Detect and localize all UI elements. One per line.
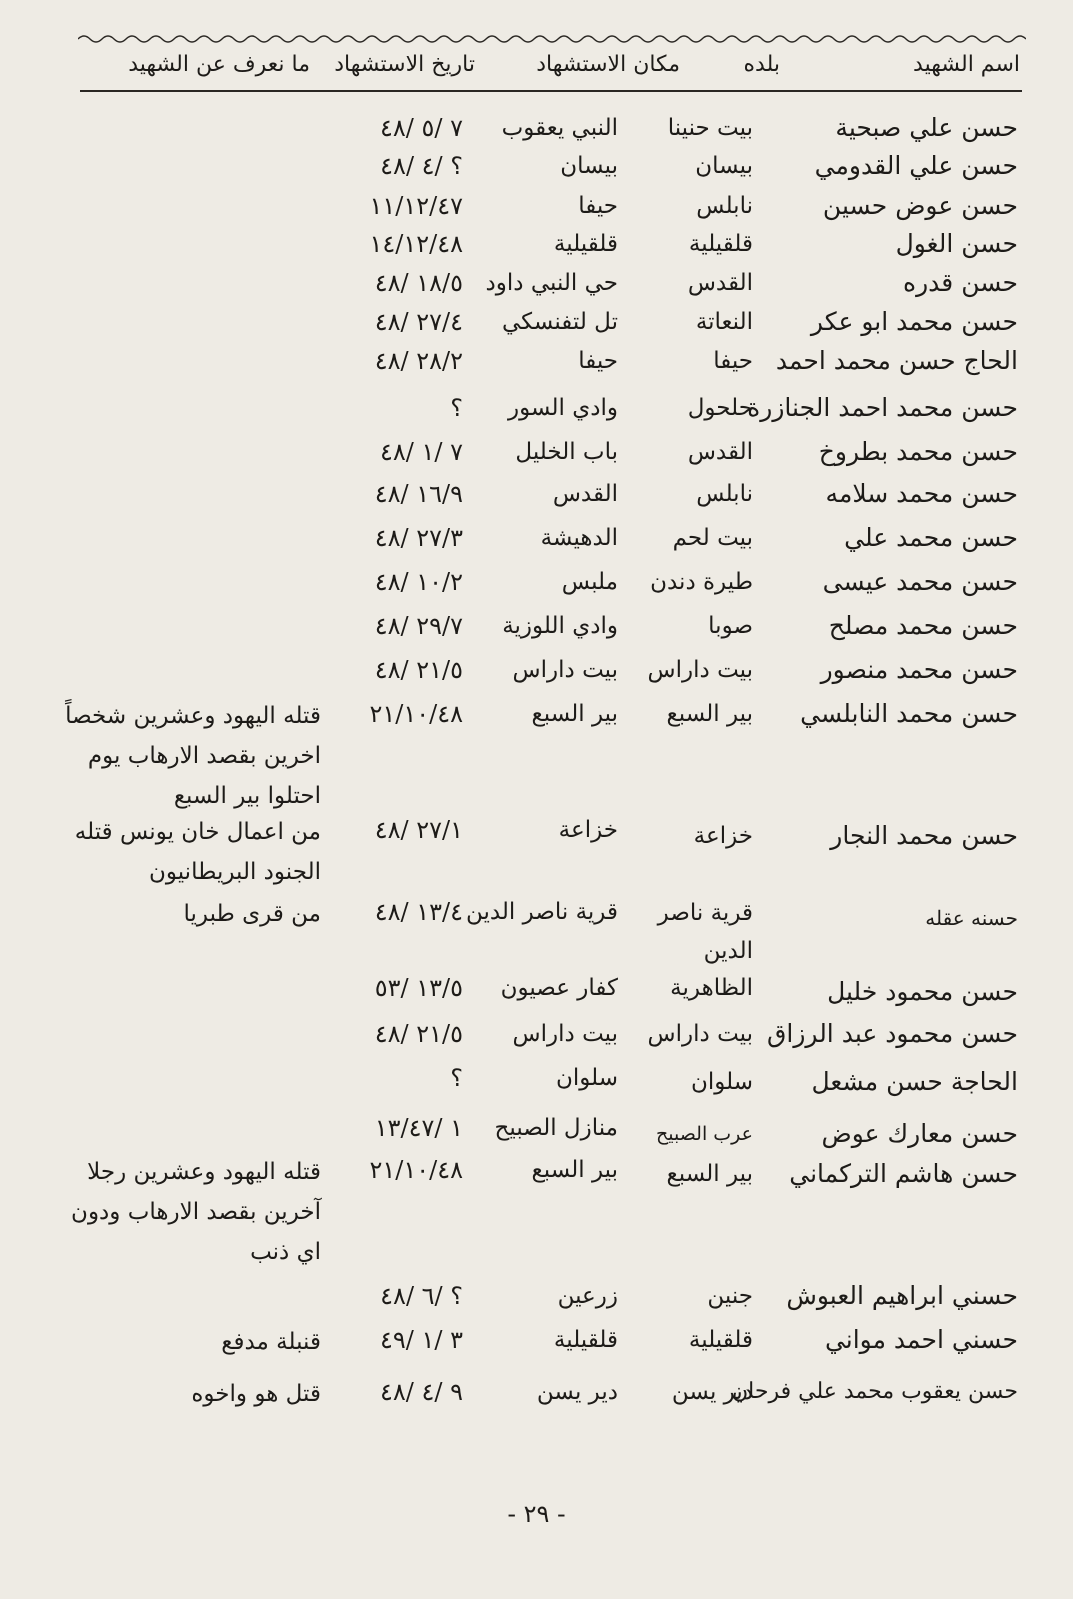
- martyr-place: القدس: [552, 481, 618, 507]
- martyr-place: قلقيلية: [553, 1327, 618, 1353]
- martyr-date: ١٤/١٢/٤٨: [369, 230, 463, 258]
- martyr-date: ٢٧/١ /٤٨: [374, 816, 463, 844]
- martyr-village: بيت داراس: [647, 1021, 753, 1047]
- martyr-place: وادي السور: [508, 395, 618, 421]
- martyr-name: حسني ابراهيم العبوش: [786, 1281, 1018, 1310]
- martyr-notes: من قرى طبريا: [183, 901, 321, 927]
- martyr-date: ؟ /٤ /٤٨: [380, 152, 463, 180]
- martyr-date: ؟: [450, 394, 463, 422]
- martyr-date: ٢١/١٠/٤٨: [369, 1156, 463, 1184]
- martyr-name: حسن علي القدومي: [814, 151, 1018, 180]
- martyr-date: ١٣/٤ /٤٨: [374, 898, 463, 926]
- martyr-place: حيفا: [578, 193, 618, 219]
- martyr-date: ١٦/٩ /٤٨: [374, 480, 463, 508]
- martyr-village: جنين: [707, 1283, 753, 1309]
- martyr-village: القدس: [687, 439, 753, 465]
- martyr-date: ١٣/٥ /٥٣: [374, 974, 463, 1002]
- martyr-date: ٧ /١ /٤٨: [380, 438, 463, 466]
- martyr-village: نابلس: [696, 193, 753, 219]
- martyr-village: بيت حنينا: [667, 115, 753, 141]
- martyr-village: بير السبع: [666, 1161, 753, 1187]
- martyr-village: طيرة دندن: [650, 569, 753, 595]
- martyr-village: صوبا: [708, 613, 753, 639]
- martyr-village: بيسان: [695, 153, 753, 179]
- martyr-name: حسن محمد احمد الجنازرة: [747, 393, 1018, 422]
- martyr-village: الظاهرية: [670, 975, 753, 1001]
- martyr-place: خزاعة: [558, 817, 618, 843]
- martyr-name: الحاج حسن محمد احمد: [775, 346, 1018, 375]
- martyr-name: الحاجة حسن مشعل: [811, 1067, 1018, 1096]
- martyr-village: خزاعة: [693, 823, 753, 849]
- martyr-place: زرعين: [557, 1283, 618, 1309]
- martyr-place: بير السبع: [531, 701, 618, 727]
- martyr-place: كفار عصيون: [500, 975, 618, 1001]
- martyr-place: حي النبي داود: [485, 270, 618, 296]
- martyr-date: ؟: [450, 1064, 463, 1092]
- martyr-village: قرية ناصر الدين: [657, 900, 753, 964]
- martyr-village: دير يسن: [671, 1379, 753, 1405]
- page-number: - ٢٩ -: [507, 1500, 566, 1528]
- martyr-name: حسن محمد النابلسي: [800, 699, 1018, 728]
- table-header: [60, 44, 1030, 88]
- martyr-name: حسن محمد ابو عكر: [810, 307, 1018, 336]
- header-name: اسم الشهيد: [913, 52, 1020, 77]
- martyr-village: قلقيلية: [688, 1327, 753, 1353]
- martyr-village: حلحول: [687, 395, 753, 421]
- martyr-place: بيت داراس: [512, 1021, 618, 1047]
- martyr-date: ٣ /١ /٤٩: [380, 1326, 463, 1354]
- martyr-name: حسن معارك عوض: [821, 1119, 1018, 1148]
- martyr-name: حسن يعقوب محمد علي فرحان: [732, 1379, 1018, 1404]
- martyr-place: دير يسن: [536, 1379, 618, 1405]
- martyr-name: حسن هاشم التركماني: [789, 1159, 1018, 1188]
- header-date: تاريخ الاستشهاد: [334, 52, 475, 77]
- martyr-name: حسني احمد مواني: [824, 1325, 1018, 1354]
- martyr-notes: من اعمال خان يونس قتله الجنود البريطانيون: [74, 819, 321, 885]
- martyr-notes: قتله اليهود وعشرين شخصاً اخرين بقصد الارهاب يوم احتلوا بير السبع: [65, 703, 321, 809]
- martyr-village: بيت داراس: [647, 657, 753, 683]
- martyr-place: قلقيلية: [553, 231, 618, 257]
- martyr-name: حسن محمد بطروخ: [818, 437, 1018, 466]
- martyr-date: ٢٨/٢ /٤٨: [374, 347, 463, 375]
- martyr-name: حسن الغول: [895, 229, 1018, 258]
- martyr-village: بيت لحم: [672, 525, 753, 551]
- martyr-date: ١٠/٢ /٤٨: [374, 568, 463, 596]
- martyr-date: ٢٧/٤ /٤٨: [374, 308, 463, 336]
- martyr-name: حسن محمد علي: [844, 523, 1018, 552]
- martyr-date: ٢١/٥ /٤٨: [374, 1020, 463, 1048]
- martyr-date: ٢١/٥ /٤٨: [374, 656, 463, 684]
- martyr-date: ٢٧/٣ /٤٨: [374, 524, 463, 552]
- martyr-date: ٩ /٤ /٤٨: [380, 1378, 463, 1406]
- martyr-notes: قتل هو واخوه: [191, 1381, 321, 1407]
- martyr-date: ٢١/١٠/٤٨: [369, 700, 463, 728]
- martyr-date: ١١/١٢/٤٧: [369, 192, 463, 220]
- martyr-name: حسن قدره: [903, 268, 1018, 297]
- martyr-place: سلوان: [555, 1065, 618, 1091]
- martyr-village: نابلس: [696, 481, 753, 507]
- martyr-village: بير السبع: [666, 701, 753, 727]
- martyr-place: الدهيشة: [540, 525, 618, 551]
- header-divider: [80, 90, 1022, 92]
- martyr-village: القدس: [687, 270, 753, 296]
- martyr-name: حسن محمد منصور: [820, 655, 1018, 684]
- martyr-name: حسن محمد النجار: [830, 821, 1018, 850]
- martyr-place: حيفا: [578, 348, 618, 374]
- martyr-place: بير السبع: [531, 1157, 618, 1183]
- martyr-date: ٧ /٥ /٤٨: [380, 114, 463, 142]
- martyr-village: قلقيلية: [688, 231, 753, 257]
- martyr-name: حسن محمود خليل: [827, 977, 1018, 1006]
- martyr-notes: قنبلة مدفع: [221, 1329, 321, 1355]
- martyr-place: بيت داراس: [512, 657, 618, 683]
- martyr-place: النبي يعقوب: [501, 115, 618, 141]
- martyr-place: وادي اللوزية: [502, 613, 618, 639]
- martyr-name: حسن محمد سلامه: [825, 479, 1018, 508]
- martyr-date: ؟ /٦ /٤٨: [380, 1282, 463, 1310]
- martyr-name: حسن محمد عيسى: [822, 567, 1018, 596]
- martyr-name: حسن محمود عبد الرزاق: [766, 1019, 1018, 1048]
- header-place: مكان الاستشهاد: [536, 52, 680, 77]
- martyr-date: ١٨/٥ /٤٨: [374, 269, 463, 297]
- martyr-place: ملبس: [561, 569, 618, 595]
- martyr-name: حسنه عقله: [925, 906, 1018, 930]
- martyr-place: منازل الصبيح: [494, 1115, 618, 1141]
- martyr-place: قرية ناصر الدين: [465, 899, 618, 925]
- martyr-village: سلوان: [690, 1069, 753, 1095]
- header-village: بلده: [743, 52, 780, 77]
- martyr-name: حسن عوض حسين: [822, 191, 1018, 220]
- martyr-place: تل لتفنسكي: [501, 309, 618, 335]
- martyr-place: باب الخليل: [515, 439, 618, 465]
- martyr-name: حسن محمد مصلح: [828, 611, 1018, 640]
- martyr-name: حسن علي صبحية: [835, 113, 1018, 142]
- martyr-village: حيفا: [713, 348, 753, 374]
- martyr-village: النعاتة: [695, 309, 753, 335]
- header-notes: ما نعرف عن الشهيد: [128, 52, 310, 77]
- martyr-date: ١ /١٣/٤٧: [374, 1114, 463, 1142]
- martyr-place: بيسان: [560, 153, 618, 179]
- martyr-notes: قتله اليهود وعشرين رجلا آخرين بقصد الارهاب ودون اي ذنب: [71, 1159, 321, 1265]
- martyr-date: ٢٩/٧ /٤٨: [374, 612, 463, 640]
- martyr-village: عرب الصبيح: [655, 1123, 753, 1145]
